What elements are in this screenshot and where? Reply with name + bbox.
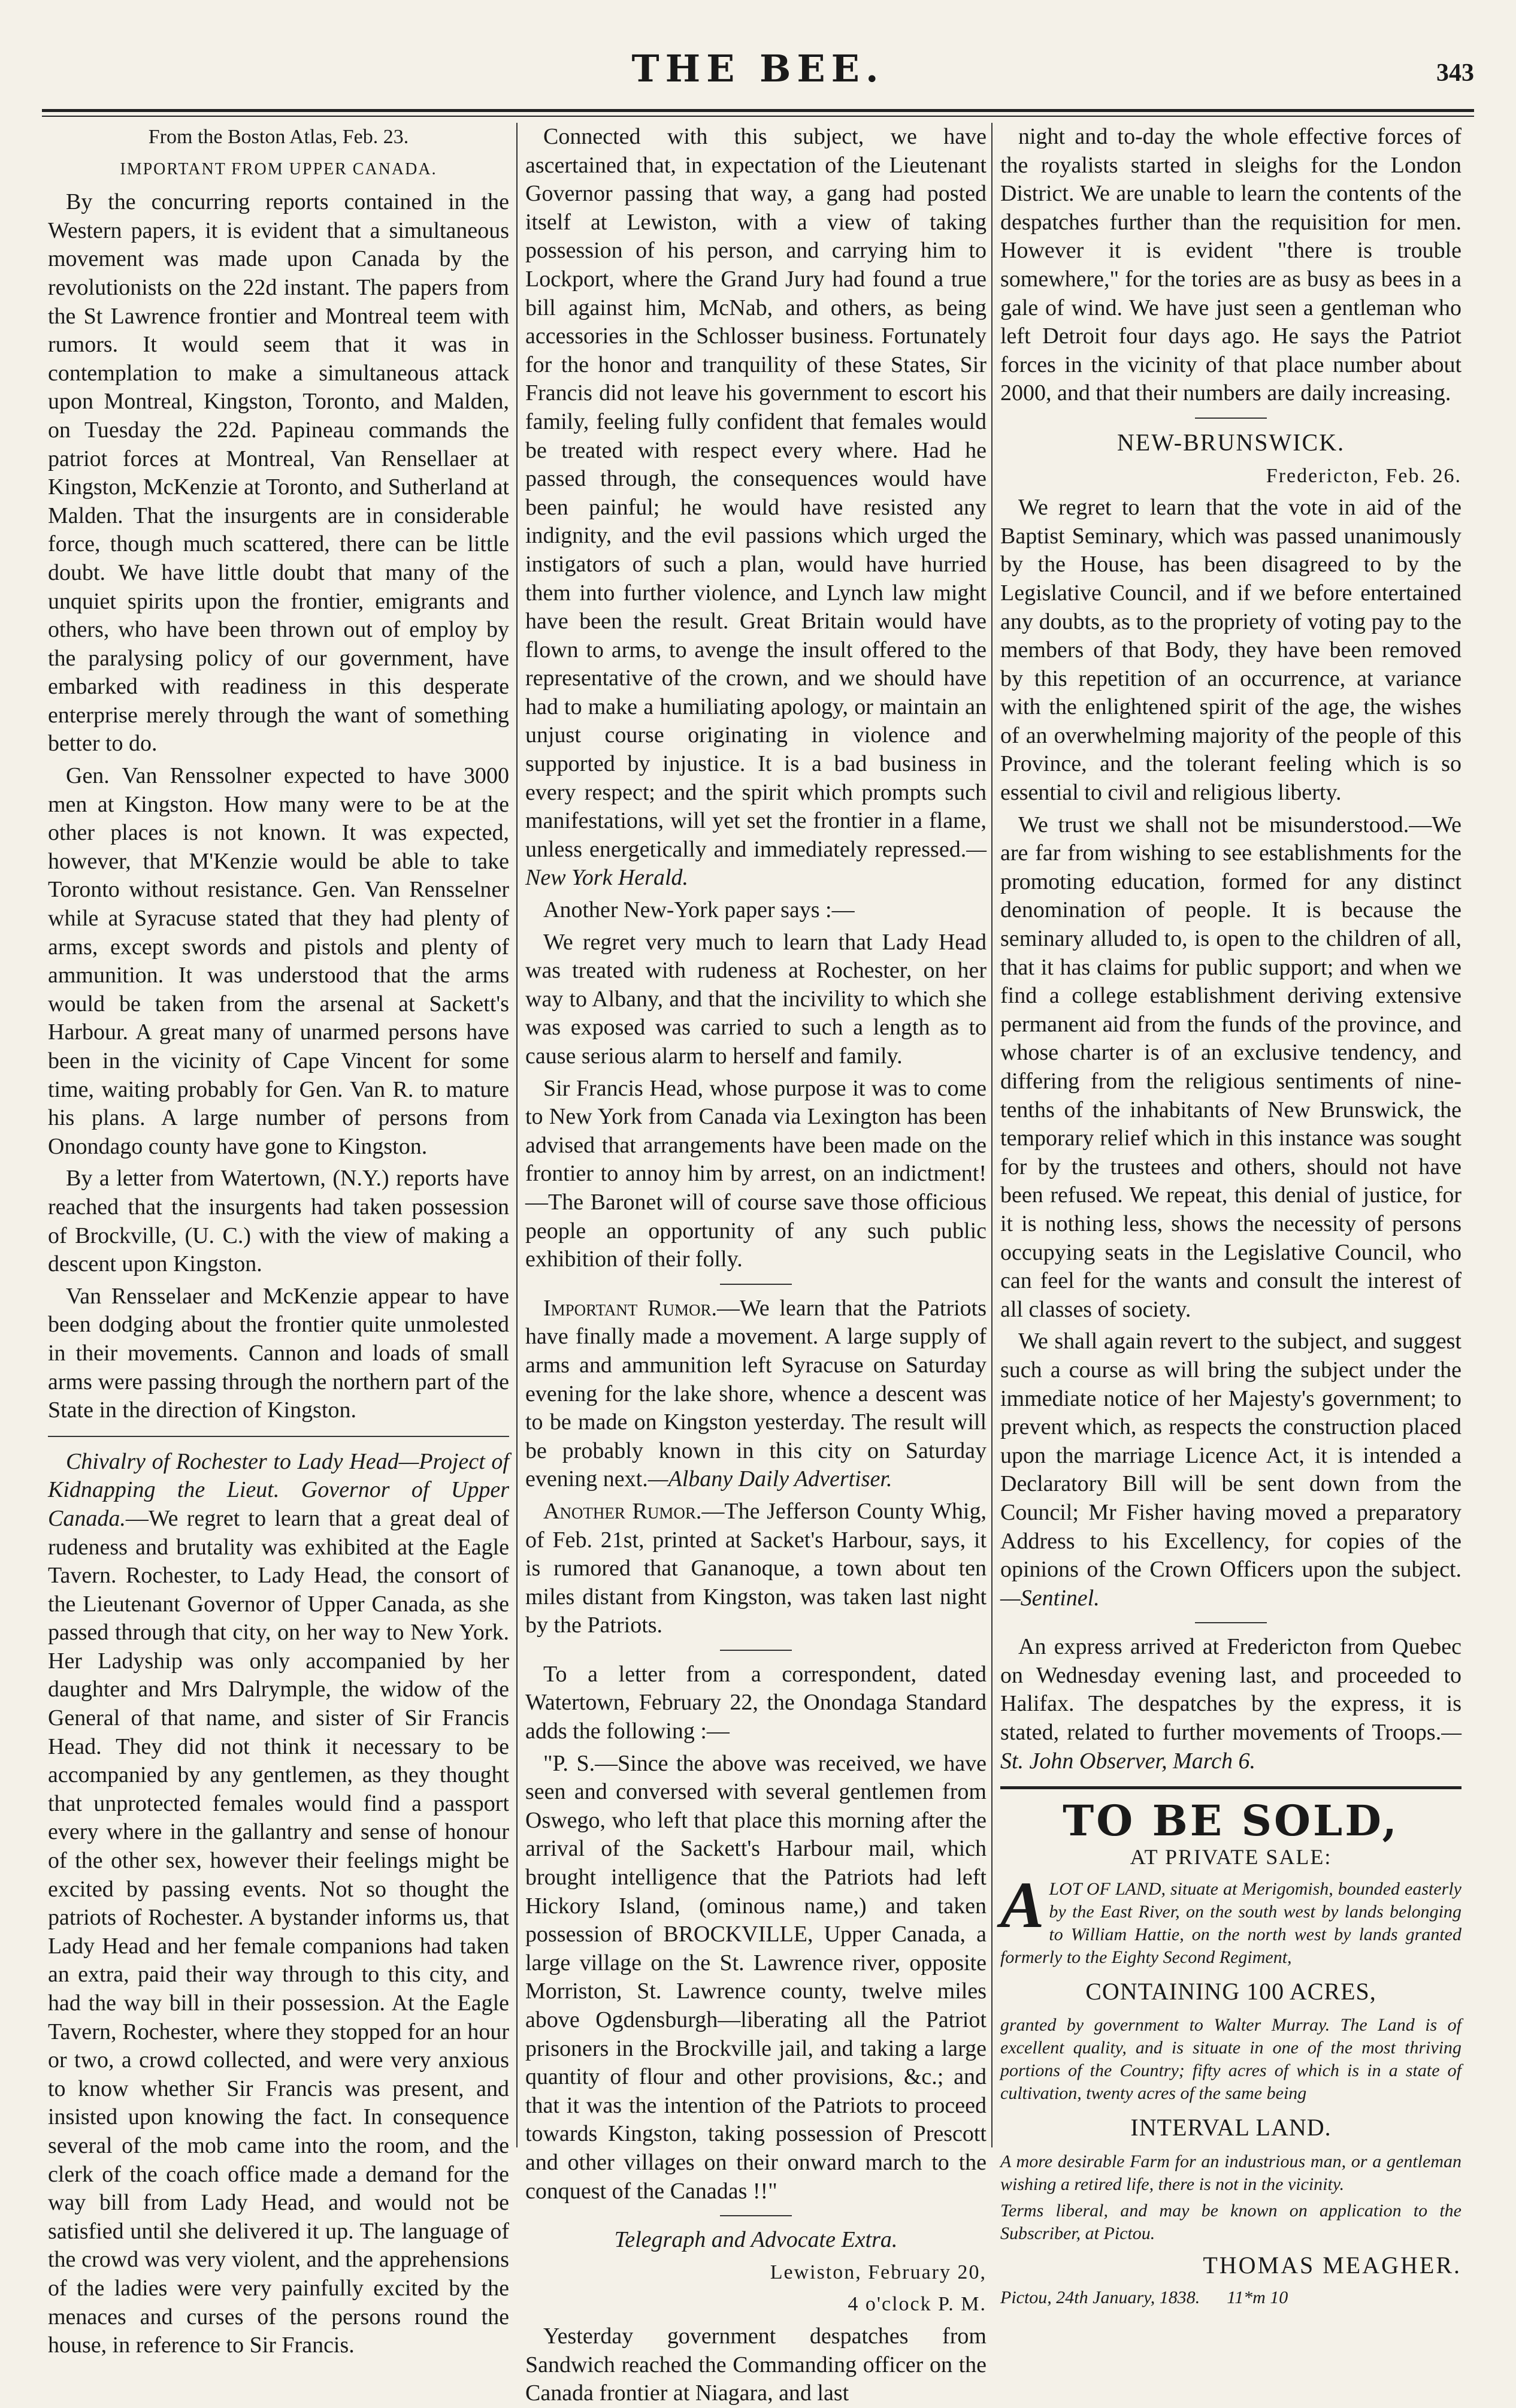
article-paragraph: By the concurring reports contained in the Western papers, it is evident that a simultaneous movement was made upon Canada by the revolutionists on the 22d instant. The papers from the St Lawrence frontier and Montreal teem with rumors. It would seem that it was in contemplation to make a simultaneous attack upon Montreal, Kingston, Toronto, and Malden, on Tuesday the 22d. Papineau commands the patriot forces at Montreal, Van Rensellaer at Kingston, McKenzie at Toronto, and Sutherland at Malden. That the insurgents are in considerable force, though much scattered, there can be little doubt. We have little doubt that many of the unquiet spirits upon the frontier, emigrants and others, who have been thrown out of employ by the paralysing policy of our government, have embarked with readiness in this desperate enterprise merely through the want of something better to do.	[48, 189, 509, 757]
article-text: Connected with this subject, we have ascertained that, in expectation of the Lieutenant Governor passing that way, a gang had posted itself at Lewiston, with a view of taking possession of his person, and carrying him to Lockport, where the Grand Jury had found a true bill against him, McNab, and others, as being accessories in the Schlosser business. Fortunately for the honor and tranquility of these States, Sir Francis did not leave his government to escort his family, feeling fully confident that females would be treated with respect every where. Had he passed through, the consequences would have been painful; he would have resisted any indignity, and the evil passions which urged the instigators of such a plan, would have hurried them into further violence, and Lynch law might have been the result. Great Britain would have flown to arms, to avenge the insult offered to the representative of the crown, and we should have had to make a humiliating apology, or maintain an unjust course originating in violence and supported by injustice. It is a bad business in every respect; and the spirit which prompts such manifestations, will yet set the frontier in a flame, unless energetically and immediately repressed.	[525, 124, 987, 862]
section-heading: NEW-BRUNSWICK.	[1116, 428, 1345, 456]
article-title-inline: Chivalry of Rochester to Lady Head—Project of Kidnapping the Lieut. Governor of Upper Canada.	[48, 1448, 509, 1531]
masthead-rule-thick	[42, 109, 1474, 112]
article-paragraph: By a letter from Watertown, (N.Y.) reports have reached that the insurgents had taken possession of Brockville, (U. C.) with the view of making a descent upon Kingston.	[48, 1166, 509, 1277]
section-rule	[720, 2215, 792, 2216]
column-middle	[525, 123, 987, 2406]
ad-text: LOT OF LAND, situate at Merigomish, bounded easterly by the East River, on the south west by lands belonging to William Hattie, on the north west by lands granted formerly to the Eighty Second Regiment,	[1000, 1878, 1461, 1967]
ad-subtitle: AT PRIVATE SALE:	[1130, 1845, 1332, 1869]
article-paragraph	[48, 1448, 509, 2360]
article-paragraph: We regret to learn that the vote in aid of the Baptist Seminary, which was passed unanimously by the House, has been disagreed to by the Legislative Council, and if we before entertained any doubts, as to the propriety of voting pay to the members of that Body, they have been removed by this repetition of an occurrence, at variance with the enlightened spirit of the age, the wishes of an overwhelming majority of the people of this Province, and the tolerant feeling which is so essential to civil and religious liberty.	[1000, 495, 1461, 806]
section-rule	[720, 1284, 792, 1285]
masthead-rule-thin	[42, 116, 1474, 117]
article-headline: IMPORTANT FROM UPPER CANADA.	[120, 159, 437, 179]
article-lead: Important Rumor.	[543, 1295, 717, 1321]
article-paragraph: "P. S.—Since the above was received, we have seen and conversed with several gentlemen from Oswego, who left that place this morning after the arrival of the Sackett's Harbour mail, which brought intelligence that the Patriots had left Hickory Island, (ominous name,) and taken possession of BROCKVILLE, Upper Canada, a large village on the St. Lawrence river, opposite Morriston, St. Lawrence county, twelve miles above Ogdensburgh—liberating all the Patriot prisoners in the Brockville jail, and taking a large quantity of flour and other provisions, &c.; and that it was the intention of the Patriots to proceed towards Kingston, taking possession of Prescott and other villages on their onward march to the conquest of the Canadas !!"	[525, 1750, 987, 2204]
ad-footer-code: 11*m 10	[1227, 2287, 1288, 2307]
article-paragraph: Yesterday government despatches from Sandwich reached the Commanding officer on the Canada frontier at Niagara, and last	[525, 2323, 987, 2406]
article-lead: Another Rumor.	[543, 1498, 702, 1524]
ad-paragraph	[1000, 1868, 1461, 1969]
ad-interval-heading: INTERVAL LAND.	[1130, 2114, 1332, 2141]
column-divider	[516, 123, 518, 2147]
ad-footer	[1000, 2283, 1461, 2312]
article-text: An express arrived at Fredericton from Quebec on Wednesday evening last, and proceeded to Halifax. The despatches by the express, it is stated, related to further movements of Troops.	[1000, 1634, 1461, 1746]
telegraph-heading: Telegraph and Advocate Extra.	[614, 2227, 898, 2253]
article-paragraph: Another New-York paper says :—	[543, 897, 855, 923]
article-paragraph: night and to-day the whole effective forces of the royalists started in sleighs for the London District. We are unable to learn the contents of the despatches further than the requisition for men. However it is evident "there is trouble somewhere," for the tories are as busy as bees in a gale of wind. We have just seen a gentleman who left Detroit four days ago. He says the Patriot forces in the vicinity of that place number about 2000, and that their numbers are daily increasing.	[1000, 124, 1461, 406]
article-paragraph: To a letter from a correspondent, dated Watertown, February 22, the Onondaga Standard adds the following :—	[525, 1661, 987, 1744]
article-paragraph: We regret very much to learn that Lady Head was treated with rudeness at Rochester, on her way to Albany, and that the incivility to which she was exposed was carried to such a length as to cause serious alarm to herself and family.	[525, 929, 987, 1069]
column-right	[1000, 123, 1461, 2307]
source-credit: —New York Herald.	[525, 836, 987, 891]
article-text: —We regret to learn that a great deal of rudeness and brutality was exhibited at the Eagle Tavern. Rochester, to Lady Head, the consort of the Lieutenant Governor of Upper Canada, as she passed through that city, on her way to New York. Her Ladyship was only accompanied by her daughter and Mrs Dalrymple, the widow of the General of that name, and sister of Sir Francis Head. They did not think it necessary to be accompanied by any gentlemen, as they thought that unprotected females would find a passport every where in the gallantry and sense of honour of the other sex, however their feelings might be excited by passing events. Not so thought the patriots of Rochester. A bystander informs us, that Lady Head and her female companions had taken an extra, paid their way through to this city, and had the way bill in their possession. At the Eagle Tavern, Rochester, where they stopped for an hour or two, a crowd collected, and were very anxious to know whether Sir Francis was present, and insisted upon knowing the fact. In consequence several of the mob came into the room, and the clerk of the coach office made a demand for the way bill from Lady Head, and would not be satisfied until she delivered it up. The language of the crowd was very violent, and the apprehensions of the ladies were very painfully excited by the menaces and curses of the persons round the house, in reference to Sir Francis.	[48, 1505, 509, 2358]
ad-title: TO BE SOLD,	[1063, 1796, 1399, 1846]
article-paragraph: We trust we shall not be misunderstood.—We are far from wishing to see establishments for the promoting education, formed for any distinct denomination of people. It is because the seminary alluded to, is open to the children of all, that it has claims for public support; and when we find a college establishment deriving extensive permanent aid from the funds of the province, and whose charter is of an exclusive tendency, and differing from the religious sentiments of nine-tenths of the inhabitants of New Brunswick, the temporary relief which in this instance was sought for by the trustees and others, should not have been refused. We repeat, this denial of justice, for it is nothing less, shows the necessity of persons occupying seats in the Legislative Council, who can feel for the wants and consult the interest of all classes of society.	[1000, 812, 1461, 1322]
dateline: Fredericton, Feb. 26.	[1266, 464, 1461, 487]
article-text: —The Jefferson County Whig, of Feb. 21st, printed at Sacket's Harbour, says, it is rumored that Gananoque, a town about ten miles distant from Kingston, was taken last night by the Patriots.	[525, 1498, 987, 1638]
source-credit: —Sentinel.	[1000, 1585, 1100, 1611]
article-paragraph: Van Rensselaer and McKenzie appear to have been dodging about the frontier quite unmolested in their movements. Cannon and loads of small arms were passing through the northern part of the State in the direction of Kingston.	[48, 1283, 509, 1423]
section-rule	[1195, 418, 1267, 419]
dateline: Lewiston, February 20,	[770, 2261, 987, 2283]
ad-paragraph: Terms liberal, and may be known on application to the Subscriber, at Pictou.	[1000, 2201, 1461, 2244]
section-rule	[48, 1436, 509, 1437]
source-line: From the Boston Atlas, Feb. 23.	[148, 126, 409, 148]
column-left	[48, 123, 509, 2358]
article-text: —We learn that the Patriots have finally made a movement. A large supply of arms and ammunition left Syracuse on Saturday evening for the lake shore, whence a descent was to be made on Kingston yesterday. The result will be probably known in this city on Saturday evening next.	[525, 1295, 987, 1492]
ad-footer-date: Pictou, 24th January, 1838.	[1000, 2287, 1200, 2307]
ad-paragraph: A more desirable Farm for an industrious man, or a gentleman wishing a retired life, there is not in the vicinity.	[1000, 2152, 1461, 2195]
drop-cap: A	[1000, 1868, 1045, 1941]
source-credit: —St. John Observer, March 6.	[1000, 1720, 1461, 1774]
section-rule	[720, 1650, 792, 1651]
article-paragraph: Gen. Van Renssolner expected to have 3000 men at Kingston. How many were to be at the other places is not known. It was expected, however, that M'Kenzie would be able to take Toronto without resistance. Gen. Van Rensselner while at Syracuse stated that they had plenty of arms, except swords and pistols and plenty of ammunition. It was understood that the arms would be taken from the arsenal at Sackett's Harbour. A great many of unarmed persons have been in the vicinity of Cape Vincent for some time, waiting probably for Gen. Van R. to mature his plans. A large number of persons from Onondago county have gone to Kingston.	[48, 763, 509, 1159]
article-text: We shall again revert to the subject, and suggest such a course as will bring the subject under the immediate notice of her Majesty's government; to prevent which, as respects the construction placed upon the marriage Licence Act, it is intended a Declaratory Bill will be sent down from the Council; Mr Fisher having moved a preparatory Address to his Excellency, for copies of the opinions of the Crown Officers upon the subject.	[1000, 1329, 1461, 1583]
masthead	[42, 47, 1474, 107]
article-paragraph	[1000, 1633, 1461, 1775]
article-paragraph	[525, 123, 987, 893]
advertisement	[1000, 1786, 1461, 2312]
section-rule	[1195, 1622, 1267, 1623]
article-paragraph	[525, 1294, 987, 1494]
ad-acreage: CONTAINING 100 ACRES,	[1085, 1977, 1376, 2005]
article-paragraph: Sir Francis Head, whose purpose it was to come to New York from Canada via Lexington has been advised that arrangements have been made on the frontier to annoy him by arrest, on an indictment!—The Baronet will of course save those officious people an opportunity of any such public exhibition of their folly.	[525, 1075, 987, 1272]
dateline-time: 4 o'clock P. M.	[848, 2293, 987, 2316]
masthead-title: THE BEE.	[631, 47, 885, 90]
article-paragraph	[1000, 1327, 1461, 1613]
article-paragraph	[525, 1498, 987, 1640]
source-credit: —Albany Daily Advertiser.	[647, 1466, 892, 1492]
page-number: 343	[1436, 59, 1474, 87]
column-divider	[991, 123, 992, 2147]
ad-signature: THOMAS MEAGHER.	[1203, 2252, 1461, 2279]
ad-paragraph: granted by government to Walter Murray. The Land is of excellent quality, and is situate in one of the most thriving portions of the Country; fifty acres of which is in a state of cultivation, twenty acres of the same being	[1000, 2015, 1461, 2104]
